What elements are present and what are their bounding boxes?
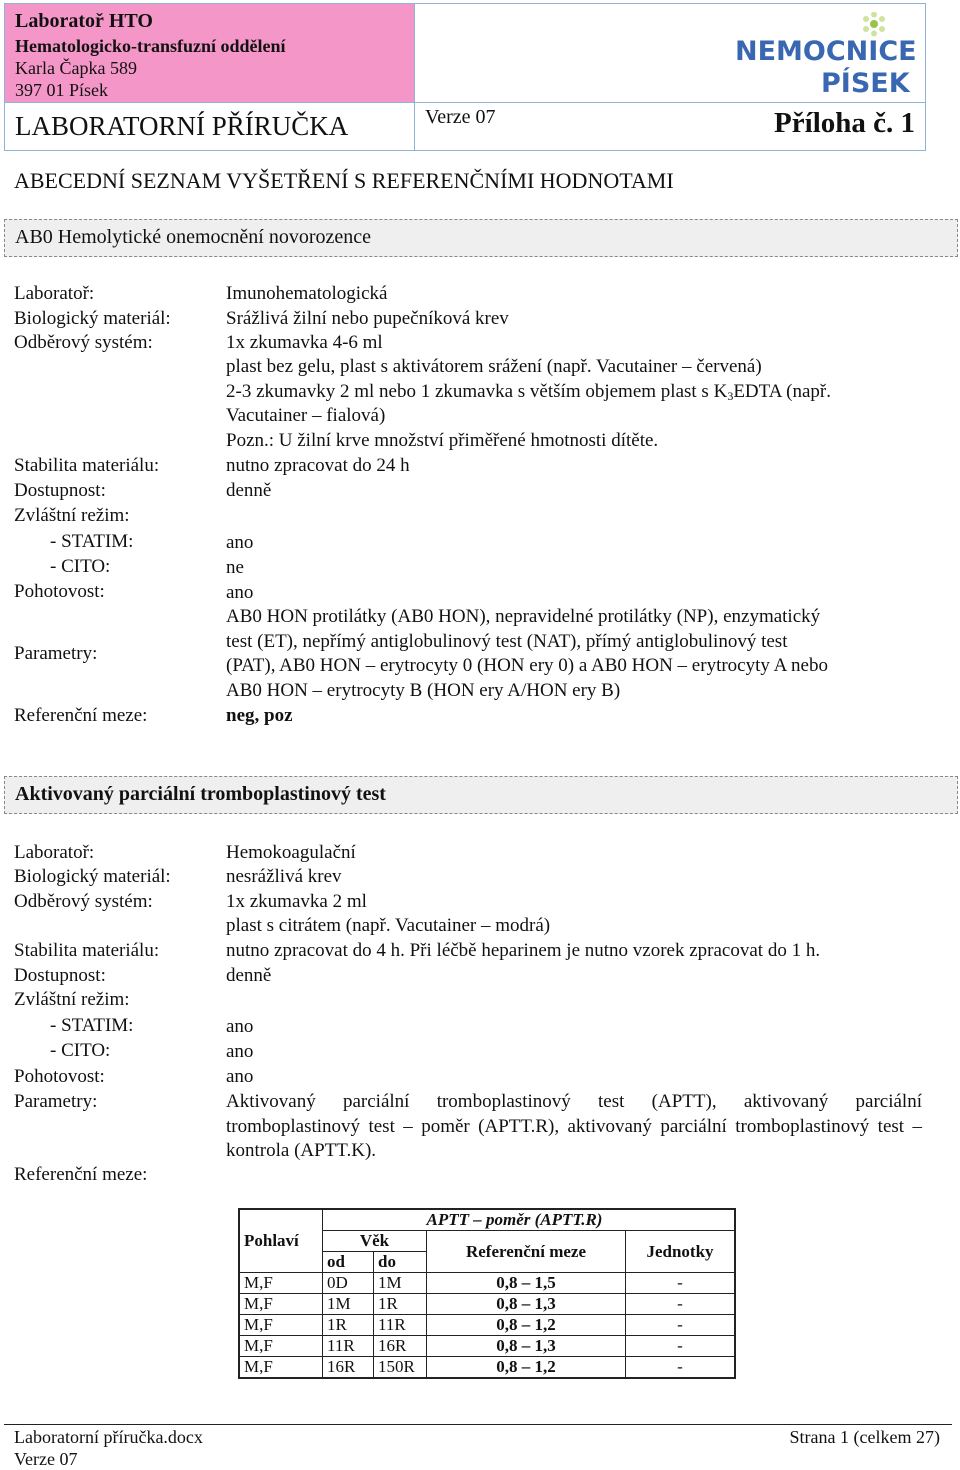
value-system-note: Pozn.: U žilní krve množství přiměřené hmotnosti dítěte. <box>226 430 659 451</box>
attachment-label: Příloha č. 1 <box>774 107 915 139</box>
value-system-2: plast bez gelu, plast s aktivátorem srážení (např. Vacutainer – červená) <box>226 356 762 377</box>
value-statim: ano <box>226 1016 254 1037</box>
value-params-3: (PAT), AB0 HON – erytrocyty 0 (HON ery 0) a AB0 HON – erytrocyty A nebo <box>226 655 828 676</box>
footer-version: Verze 07 <box>14 1449 78 1469</box>
footer-page-number: Strana 1 (celkem 27) <box>789 1427 940 1447</box>
value-lab: Imunohematologická <box>226 283 388 304</box>
value-system-4: Vacutainer – fialová) <box>226 405 386 426</box>
value-material: nesrážlivá krev <box>226 866 342 887</box>
footer-filename: Laboratorní příručka.docx <box>14 1427 203 1447</box>
col-ref-header: Referenční meze <box>427 1231 626 1273</box>
label-ref: Referenční meze: <box>14 1164 148 1185</box>
value-system-2: plast s citrátem (např. Vacutainer – modrá) <box>226 915 551 936</box>
logo-word-2: PÍSEK <box>821 68 910 96</box>
table-caption: APTT – poměr (APTT.R) <box>427 1209 736 1231</box>
label-stability: Stabilita materiálu: <box>14 455 160 476</box>
label-stability: Stabilita materiálu: <box>14 940 160 961</box>
version: Verze 07 <box>425 106 496 128</box>
org-info-box <box>5 4 415 103</box>
table-row: M,F 16R 150R 0,8 – 1,2 - <box>239 1357 735 1379</box>
value-stability: nutno zpracovat do 4 h. Při léčbě heparinem je nutno vzorek zpracovat do 1 h. <box>226 940 821 961</box>
label-statim: - STATIM: <box>50 1015 134 1036</box>
table-row: M,F 11R 16R 0,8 – 1,3 - <box>239 1336 735 1357</box>
value-system-3: 2-3 zkumavky 2 ml nebo 1 zkumavka s větším objemem plast s $K_3EDTA$ (např. <box>226 381 831 403</box>
value-cito: ne <box>226 557 244 578</box>
value-params-2: test (ET), nepřímý antiglobulinový test (NAT), přímý antiglobulinový test <box>226 631 788 652</box>
doc-title: LABORATORNÍ PŘÍRUČKA <box>15 111 349 141</box>
label-standby: Pohotovost: <box>14 581 105 602</box>
org-department: Hematologicko-transfuzní oddělení <box>15 36 286 56</box>
col-age-header: Věk <box>323 1231 427 1252</box>
value-params-1: AB0 HON protilátky (AB0 HON), nepravidelné protilátky (NP), enzymatický <box>226 606 821 627</box>
logo-cell <box>415 4 925 103</box>
flower-icon <box>863 12 885 37</box>
value-availability: denně <box>226 480 272 501</box>
header-title-row <box>5 103 925 150</box>
label-special: Zvláštní režim: <box>14 989 130 1010</box>
label-params: Parametry: <box>14 1091 98 1112</box>
value-standby: ano <box>226 582 254 603</box>
value-stability: nutno zpracovat do 24 h <box>226 455 410 476</box>
label-material: Biologický materiál: <box>14 866 171 887</box>
label-availability: Dostupnost: <box>14 965 106 986</box>
label-cito: - CITO: <box>50 1040 111 1061</box>
value-cito: ano <box>226 1041 254 1062</box>
value-system-1: 1x zkumavka 2 ml <box>226 891 367 912</box>
label-standby: Pohotovost: <box>14 1066 105 1087</box>
value-standby: ano <box>226 1066 254 1087</box>
value-params-4: AB0 HON – erytrocyty B (HON ery A/HON ery B) <box>226 680 621 701</box>
label-statim: - STATIM: <box>50 531 134 552</box>
label-availability: Dostupnost: <box>14 480 106 501</box>
col-unit-header: Jednotky <box>626 1231 736 1273</box>
section-title: AB0 Hemolytické onemocnění novorozence <box>15 226 371 248</box>
document-header <box>4 3 926 151</box>
label-lab: Laboratoř: <box>14 842 95 863</box>
reference-table <box>238 1208 736 1379</box>
page-title: ABECEDNÍ SEZNAM VYŠETŘENÍ S REFERENČNÍMI HODNOTAMI <box>14 168 674 193</box>
label-cito: - CITO: <box>50 556 111 577</box>
value-ref: neg, poz <box>226 705 293 726</box>
version-cell <box>414 103 925 150</box>
value-statim: ano <box>226 532 254 553</box>
label-system: Odběrový systém: <box>14 332 153 353</box>
label-system: Odběrový systém: <box>14 891 153 912</box>
table-row: M,F 1M 1R 0,8 – 1,3 - <box>239 1294 735 1315</box>
label-lab: Laboratoř: <box>14 283 95 304</box>
value-material: Srážlivá žilní nebo pupečníková krev <box>226 308 509 329</box>
section-title: Aktivovaný parciální tromboplastinový test <box>15 783 386 805</box>
section-heading <box>4 776 958 814</box>
col-sex-header: Pohlaví <box>239 1209 323 1273</box>
value-availability: denně <box>226 965 272 986</box>
label-material: Biologický materiál: <box>14 308 171 329</box>
table-row: M,F 0D 1M 0,8 – 1,5 - <box>239 1273 735 1294</box>
value-lab: Hemokoagulační <box>226 842 356 863</box>
section-heading <box>4 219 958 257</box>
org-city: 397 01 Písek <box>15 80 109 100</box>
org-name: Laboratoř HTO <box>15 10 153 32</box>
value-params: Aktivovaný parciální tromboplastinový test (APTT), aktivovaný parciální tromboplastinový test – poměr (APTT.R), aktivovaný parciální tromboplastinový test – kontrola (APTT.K). <box>226 1091 922 1162</box>
label-special: Zvláštní režim: <box>14 505 130 526</box>
logo-word-1: NEMOCNICE <box>735 36 917 67</box>
table-row: M,F 1R 11R 0,8 – 1,2 - <box>239 1315 735 1336</box>
org-street: Karla Čapka 589 <box>15 58 137 78</box>
hospital-logo <box>735 12 919 96</box>
value-system-1: 1x zkumavka 4-6 ml <box>226 332 383 353</box>
col-from-header: od <box>323 1252 374 1273</box>
col-to-header: do <box>374 1252 427 1273</box>
label-params: Parametry: <box>14 643 98 664</box>
footer-divider <box>4 1424 952 1425</box>
label-ref: Referenční meze: <box>14 705 148 726</box>
